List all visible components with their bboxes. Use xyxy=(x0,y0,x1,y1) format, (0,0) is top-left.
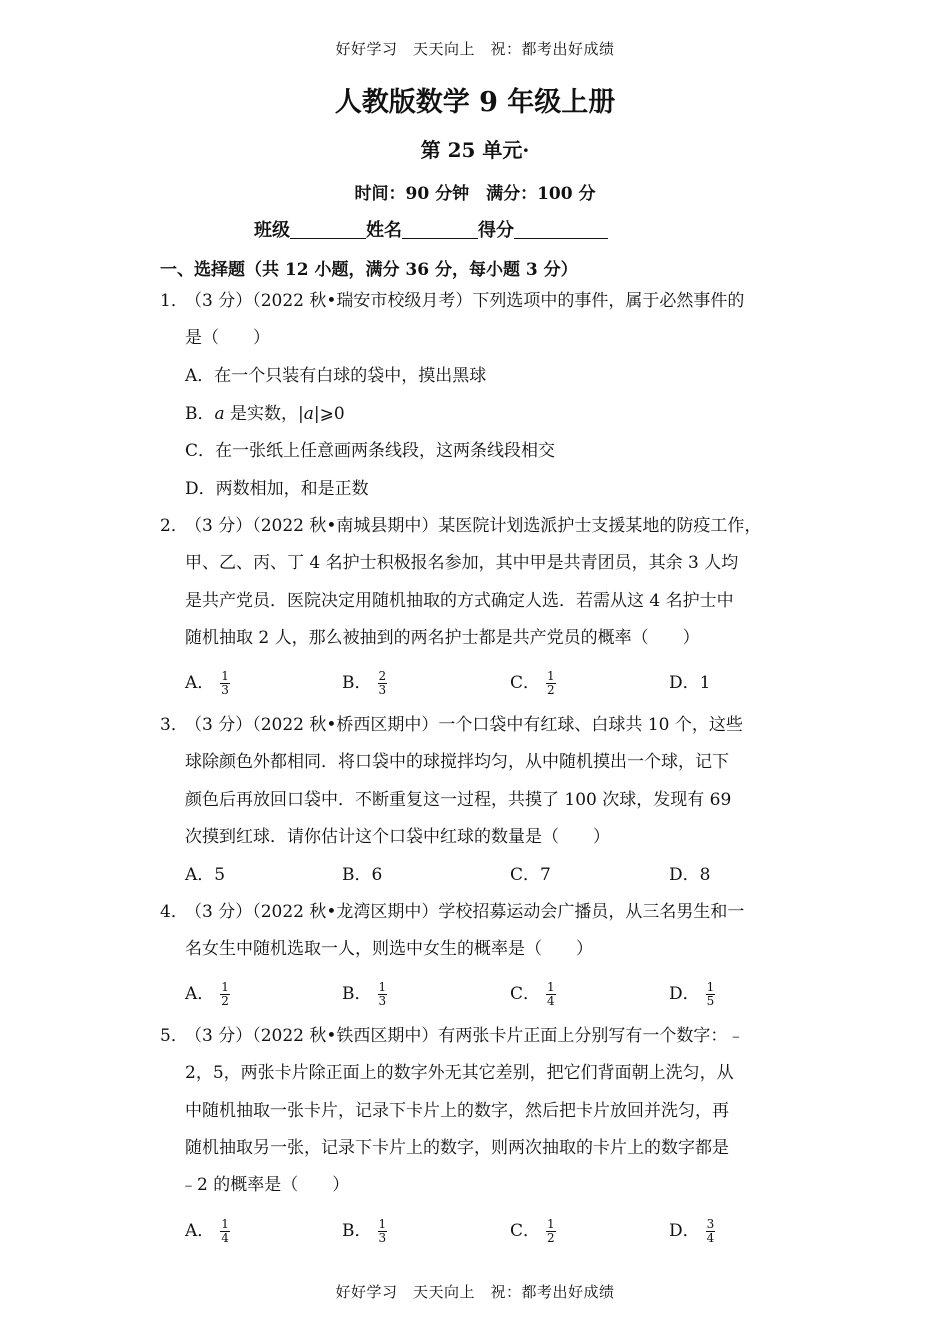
page-title: 人教版数学 9 年级上册 xyxy=(334,87,616,118)
option-text: 7 xyxy=(540,865,551,885)
numerator: 1 xyxy=(547,980,555,994)
denominator: 3 xyxy=(221,683,229,697)
denominator: 3 xyxy=(378,683,387,697)
question-text-line: 中随机抽取一张卡片，记录下卡片上的数字，然后把卡片放回并洗匀，再 xyxy=(185,1101,729,1121)
fraction xyxy=(220,981,230,1008)
option-b[interactable] xyxy=(342,976,387,1014)
numerator: 1 xyxy=(378,980,387,994)
denominator: 3 xyxy=(378,994,387,1008)
numerator: 1 xyxy=(221,669,229,683)
option-text: 1 xyxy=(699,673,711,693)
question-text-line: 颜色后再放回口袋中．不断重复这一过程，共摸了 100 次球，发现有 69 xyxy=(185,790,732,810)
option-a[interactable] xyxy=(185,976,230,1014)
section-heading: 一、选择题（共 12 小题，满分 36 分，每小题 3 分） xyxy=(160,260,578,280)
question-text-line: 是共产党员．医院决定用随机抽取的方式确定人选．若需从这 4 名护士中 xyxy=(185,591,734,611)
question-text-line: 2，5，两张卡片除正面上的数字外无其它差别，把它们背面朝上洗匀，从 xyxy=(185,1063,734,1083)
question-text-line: 球除颜色外都相同．将口袋中的球搅拌均匀，从中随机摸出一个球，记下 xyxy=(185,752,729,772)
numerator: 1 xyxy=(221,980,229,994)
fraction xyxy=(378,670,388,697)
option-d[interactable] xyxy=(669,665,710,703)
option-d[interactable] xyxy=(185,471,369,509)
option-text: 在一张纸上任意画两条线段，这两条线段相交 xyxy=(215,441,556,461)
option-text: 两数相加，和是正数 xyxy=(215,479,369,499)
math-variable: a xyxy=(303,404,314,424)
fraction xyxy=(220,670,230,697)
question-number: 1． xyxy=(160,291,188,311)
option-c[interactable] xyxy=(510,1213,556,1251)
question-text-line: （3 分）（2022 秋•瑞安市校级月考）下列选项中的事件，属于必然事件的 xyxy=(185,291,745,311)
option-label: D． xyxy=(185,479,216,499)
unit-subtitle: 第 25 单元· xyxy=(420,138,530,162)
student-info-row xyxy=(254,216,608,242)
math-variable: a xyxy=(214,404,225,424)
class-blank[interactable] xyxy=(290,218,366,239)
question-number: 3． xyxy=(160,715,188,735)
option-text: 是实数，| xyxy=(224,404,304,424)
option-label: B． xyxy=(185,404,215,424)
option-label: C． xyxy=(185,441,216,461)
denominator: 2 xyxy=(547,683,555,697)
question-text-line: ﹣2 的概率是（ ） xyxy=(180,1175,350,1195)
option-text: 6 xyxy=(371,865,383,885)
option-b[interactable] xyxy=(342,1213,387,1251)
numerator: 2 xyxy=(378,669,387,683)
question-text-line: 次摸到红球．请你估计这个口袋中红球的数量是（ ） xyxy=(185,827,610,847)
numerator: 1 xyxy=(221,1217,229,1231)
score-label: 得分 xyxy=(478,220,514,241)
denominator: 4 xyxy=(547,994,555,1008)
fraction xyxy=(546,670,556,697)
question-number: 5． xyxy=(160,1026,188,1046)
name-blank[interactable] xyxy=(402,218,478,239)
header-banner: 好好学习 天天向上 祝：都考出好成绩 xyxy=(335,40,615,58)
option-text: 5 xyxy=(214,865,226,885)
denominator: 3 xyxy=(378,1231,387,1245)
option-label: A． xyxy=(185,366,215,386)
fraction xyxy=(706,981,716,1008)
numerator: 1 xyxy=(547,669,555,683)
name-label: 姓名 xyxy=(366,220,402,241)
question-text-line: （3 分）（2022 秋•铁西区期中）有两张卡片正面上分别写有一个数字：﹣ xyxy=(185,1026,745,1046)
option-label: B． xyxy=(342,984,372,1004)
option-label: A． xyxy=(185,673,215,693)
question-text-line: （3 分）（2022 秋•南城县期中）某医院计划选派护士支援某地的防疫工作， xyxy=(185,516,762,536)
fraction xyxy=(546,981,556,1008)
option-c[interactable] xyxy=(510,857,551,895)
option-a[interactable] xyxy=(185,857,225,895)
denominator: 2 xyxy=(547,1231,555,1245)
fraction xyxy=(378,981,388,1008)
option-text: 8 xyxy=(699,865,711,885)
option-label: D． xyxy=(669,1221,700,1241)
option-c[interactable] xyxy=(510,665,556,703)
fraction xyxy=(378,1218,388,1245)
time-score-info: 时间：90 分钟 满分：100 分 xyxy=(354,184,596,204)
option-label: D． xyxy=(669,984,700,1004)
option-label: C． xyxy=(510,984,541,1004)
option-label: B． xyxy=(342,865,372,885)
question-text-line: （3 分）（2022 秋•龙湾区期中）学校招募运动会广播员，从三名男生和一 xyxy=(185,902,745,922)
option-b[interactable] xyxy=(342,857,382,895)
numerator: 1 xyxy=(378,1217,387,1231)
option-a[interactable] xyxy=(185,358,486,396)
option-a[interactable] xyxy=(185,665,230,703)
option-d[interactable] xyxy=(669,857,710,895)
option-label: C． xyxy=(510,673,541,693)
denominator: 4 xyxy=(706,1231,715,1245)
fraction xyxy=(220,1218,230,1245)
score-blank[interactable] xyxy=(514,218,608,239)
option-c[interactable] xyxy=(510,976,556,1014)
fraction xyxy=(546,1218,556,1245)
question-number: 4． xyxy=(160,902,188,922)
option-label: D． xyxy=(669,673,700,693)
option-label: A． xyxy=(185,1221,215,1241)
denominator: 5 xyxy=(706,994,715,1008)
option-text: 在一个只装有白球的袋中，摸出黑球 xyxy=(214,366,487,386)
numerator: 1 xyxy=(547,1217,555,1231)
option-b[interactable] xyxy=(342,665,387,703)
question-text-line: 是（ ） xyxy=(185,328,270,348)
question-text-line: 甲、乙、丙、丁 4 名护士积极报名参加，其中甲是共青团员，其余 3 人均 xyxy=(185,553,739,573)
option-d[interactable] xyxy=(669,976,715,1014)
question-text-line: 名女生中随机选取一人，则选中女生的概率是（ ） xyxy=(185,939,593,959)
numerator: 1 xyxy=(706,980,715,994)
option-label: A． xyxy=(185,984,215,1004)
question-text-line: 随机抽取另一张，记录下卡片上的数字，则两次抽取的卡片上的数字都是 xyxy=(185,1138,729,1158)
fraction xyxy=(706,1218,716,1245)
option-label: C． xyxy=(510,865,541,885)
option-b[interactable] xyxy=(185,396,345,434)
question-text-line: （3 分）（2022 秋•桥西区期中）一个口袋中有红球、白球共 10 个，这些 xyxy=(185,715,743,735)
option-label: B． xyxy=(342,673,372,693)
option-label: A． xyxy=(185,865,215,885)
option-d[interactable] xyxy=(669,1213,715,1251)
option-a[interactable] xyxy=(185,1213,230,1251)
denominator: 2 xyxy=(221,994,229,1008)
option-c[interactable] xyxy=(185,433,555,471)
class-label: 班级 xyxy=(254,220,290,241)
footer-banner: 好好学习 天天向上 祝：都考出好成绩 xyxy=(335,1283,615,1301)
option-label: B． xyxy=(342,1221,372,1241)
question-number: 2． xyxy=(160,516,188,536)
numerator: 3 xyxy=(706,1217,715,1231)
option-label: D． xyxy=(669,865,700,885)
option-label: C． xyxy=(510,1221,541,1241)
denominator: 4 xyxy=(221,1231,229,1245)
question-text-line: 随机抽取 2 人，那么被抽到的两名护士都是共产党员的概率（ ） xyxy=(185,628,700,648)
option-text: |⩾0 xyxy=(313,404,345,424)
